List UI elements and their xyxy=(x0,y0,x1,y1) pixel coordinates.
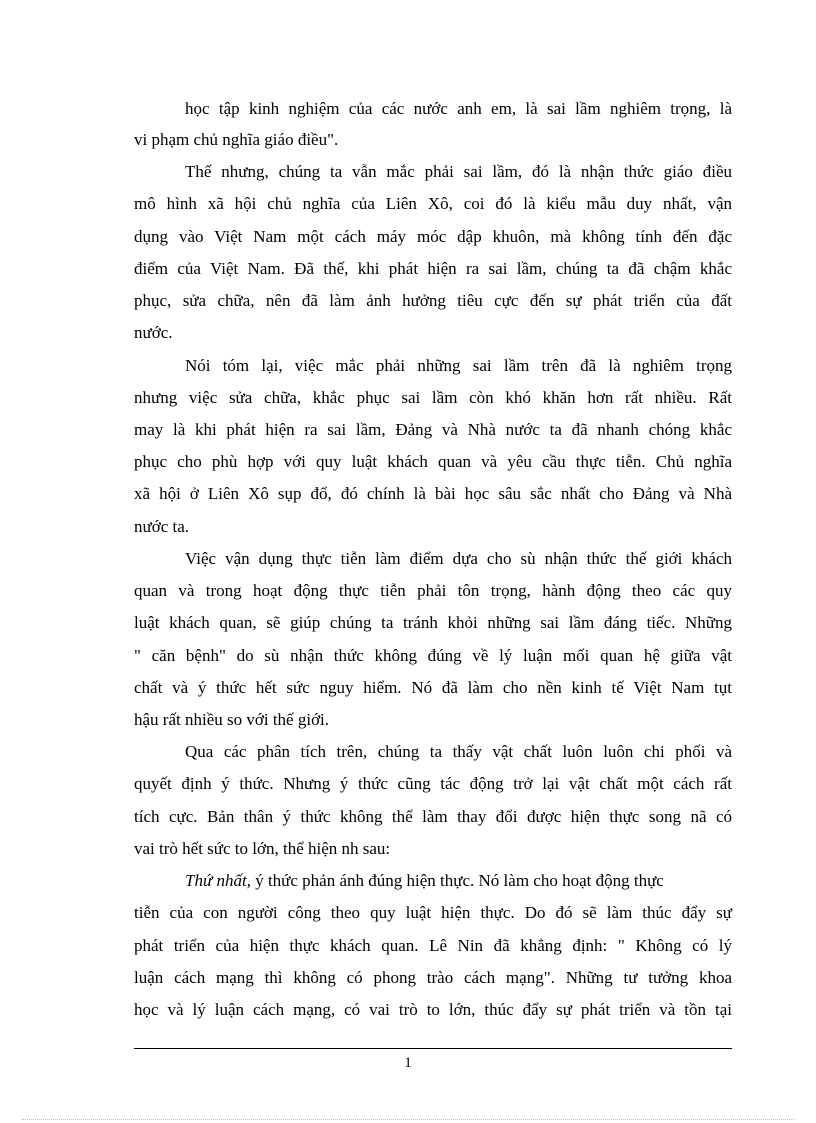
text-line: dụng vào Việt Nam một cách máy móc dập khuôn, mà không tính đến đặc xyxy=(134,227,732,246)
text-line: hậu rất nhiều so với thế giới. xyxy=(134,710,330,729)
text-line: phục cho phù hợp với quy luật khách quan và yêu cầu thực tiễn. Chủ nghĩa xyxy=(134,452,732,471)
text-line: xã hội ở Liên Xô sụp đổ, đó chính là bài học sâu sắc nhất cho Đảng và Nhà xyxy=(134,484,732,503)
text-line: điểm của Việt Nam. Đã thế, khi phát hiện ra sai lầm, chúng ta đã chậm khắc xyxy=(134,259,732,278)
text-line: " căn bệnh" do sù nhận thức không đúng về lý luận mối quan hệ giữa vật xyxy=(134,646,732,665)
text-line: phục, sửa chữa, nên đã làm ảnh hưởng tiêu cực đến sự phát triển của đất xyxy=(134,291,732,310)
text-line: nước ta. xyxy=(134,517,190,536)
text-line: học tập kinh nghiệm của các nước anh em, là sai lầm nghiêm trọng, là xyxy=(185,99,732,118)
text-line: luận cách mạng thì không có phong trào cách mạng". Những tư tưởng khoa xyxy=(134,968,732,987)
page-number: 1 xyxy=(404,1055,412,1071)
text-line: Nói tóm lại, việc mắc phải những sai lầm trên đã là nghiêm trọng xyxy=(185,356,732,375)
text-line: vi phạm chủ nghĩa giáo điều". xyxy=(134,130,339,149)
page-break-line xyxy=(22,1119,794,1120)
text-line: quan và trong hoạt động thực tiễn phải tôn trọng, hành động theo các quy xyxy=(134,581,732,600)
text-line: mô hình xã hội chủ nghĩa của Liên Xô, coi đó là kiểu mẫu duy nhất, vận xyxy=(134,194,732,213)
text-line-rest: ý thức phản ánh đúng hiện thực. Nó làm cho hoạt động thực xyxy=(250,871,664,890)
text-line: tiễn của con người công theo quy luật hiện thực. Do đó sẽ làm thúc đẩy sự xyxy=(134,903,732,922)
text-line: quyết định ý thức. Nhưng ý thức cũng tác động trở lại vật chất một cách rất xyxy=(134,774,732,793)
text-line: nước. xyxy=(134,323,173,342)
text-line: nhưng việc sửa chữa, khắc phục sai lầm còn khó khăn hơn rất nhiều. Rất xyxy=(134,388,732,407)
text-line: Việc vận dụng thực tiễn làm điểm dựa cho sù nhận thức thế giới khách xyxy=(185,549,732,568)
text-line: may là khi phát hiện ra sai lầm, Đảng và Nhà nước ta đã nhanh chóng khắc xyxy=(134,420,732,439)
text-line: học và lý luận cách mạng, có vai trò to lớn, thúc đẩy sự phát triển và tồn tại xyxy=(134,1000,732,1019)
text-line: tích cực. Bản thân ý thức không thể làm thay đổi được hiện thực song nã có xyxy=(134,807,732,826)
text-line xyxy=(185,869,732,893)
text-line: vai trò hết sức to lớn, thể hiện nh sau: xyxy=(134,839,391,858)
text-line: phát triển của hiện thực khách quan. Lê Nin đã khẳng định: " Không có lý xyxy=(134,936,732,955)
text-line: chất và ý thức hết sức nguy hiểm. Nó đã làm cho nền kinh tế Việt Nam tụt xyxy=(134,678,732,697)
text-line: Thế nhưng, chúng ta vẫn mắc phải sai lầm, đó là nhận thức giáo điều xyxy=(185,162,732,181)
footer-divider xyxy=(134,1048,732,1049)
text-line: Qua các phân tích trên, chúng ta thấy vật chất luôn luôn chi phối và xyxy=(185,742,732,761)
text-line: luật khách quan, sẽ giúp chúng ta tránh khỏi những sai lầm đáng tiếc. Những xyxy=(134,613,732,632)
italic-lead-text: Thứ nhất, xyxy=(185,871,251,890)
